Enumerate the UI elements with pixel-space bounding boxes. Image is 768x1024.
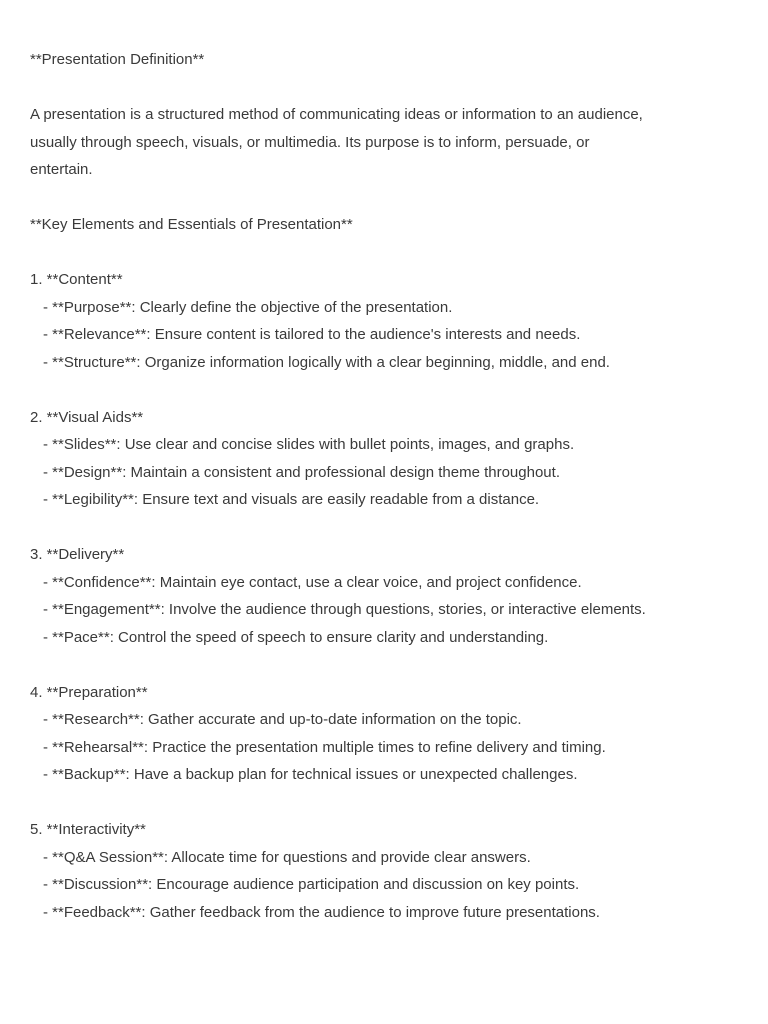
definition-line-3: entertain. xyxy=(30,161,93,178)
list-item: - **Structure**: Organize information logically with a clear beginning, middle, and end. xyxy=(43,353,610,371)
section-heading-content: 1. **Content** xyxy=(30,271,123,288)
spacer xyxy=(30,514,755,542)
definition-line-1: A presentation is a structured method of communicating ideas or information to an audience, xyxy=(30,106,643,123)
list-item: - **Rehearsal**: Practice the presentation multiple times to refine delivery and timing. xyxy=(43,738,606,756)
section-heading-delivery: 3. **Delivery** xyxy=(30,546,125,563)
spacer xyxy=(30,239,755,267)
spacer xyxy=(30,184,755,212)
spacer xyxy=(30,74,755,102)
definition-line-2: usually through speech, visuals, or multimedia. Its purpose is to inform, persuade, or xyxy=(30,133,590,151)
spacer xyxy=(30,789,755,817)
spacer xyxy=(30,651,755,679)
list-item: - **Research**: Gather accurate and up-to-date information on the topic. xyxy=(43,711,522,728)
list-item: - **Discussion**: Encourage audience participation and discussion on key points. xyxy=(43,876,580,893)
list-item: - **Engagement**: Involve the audience through questions, stories, or interactive elements. xyxy=(43,601,646,618)
document-body xyxy=(30,46,755,926)
document-title: **Presentation Definition** xyxy=(30,51,205,68)
list-item: - **Confidence**: Maintain eye contact, use a clear voice, and project confidence. xyxy=(43,573,582,591)
list-item: - **Feedback**: Gather feedback from the audience to improve future presentations. xyxy=(43,903,600,921)
section-heading-interactivity: 5. **Interactivity** xyxy=(30,821,146,838)
list-item: - **Q&A Session**: Allocate time for questions and provide clear answers. xyxy=(43,848,531,866)
list-item: - **Backup**: Have a backup plan for technical issues or unexpected challenges. xyxy=(43,766,578,783)
list-item: - **Pace**: Control the speed of speech to ensure clarity and understanding. xyxy=(43,628,549,646)
list-item: - **Purpose**: Clearly define the objective of the presentation. xyxy=(43,298,453,316)
spacer xyxy=(30,376,755,404)
list-item: - **Relevance**: Ensure content is tailored to the audience's interests and needs. xyxy=(43,326,581,343)
list-item: - **Slides**: Use clear and concise slides with bullet points, images, and graphs. xyxy=(43,436,575,453)
list-item: - **Design**: Maintain a consistent and professional design theme throughout. xyxy=(43,463,560,481)
key-elements-heading: **Key Elements and Essentials of Presentation** xyxy=(30,216,353,233)
section-heading-preparation: 4. **Preparation** xyxy=(30,683,148,701)
list-item: - **Legibility**: Ensure text and visuals are easily readable from a distance. xyxy=(43,491,540,508)
section-heading-visual-aids: 2. **Visual Aids** xyxy=(30,408,144,426)
